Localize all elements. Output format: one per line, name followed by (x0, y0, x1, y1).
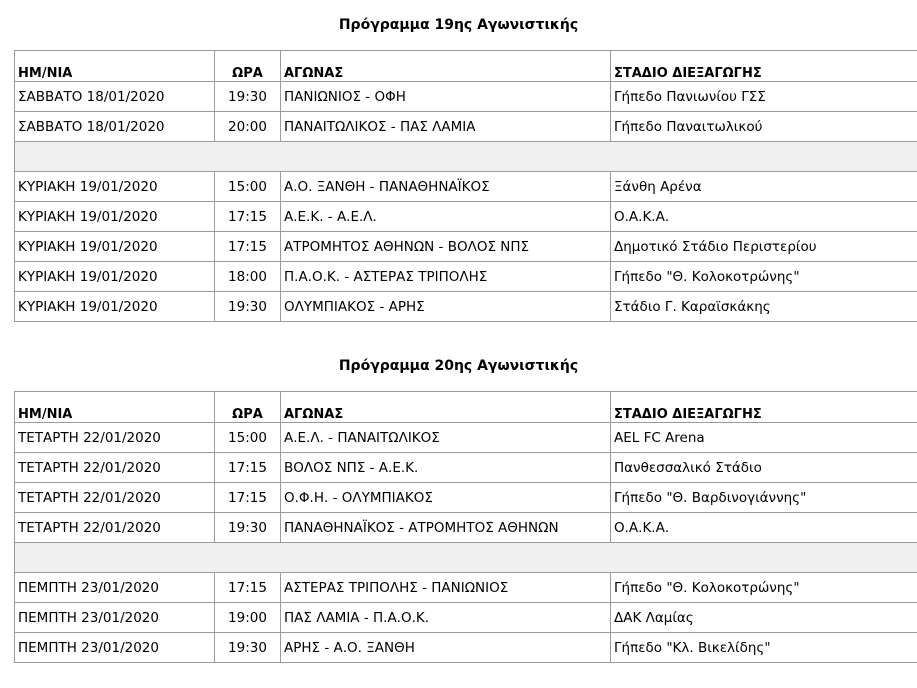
cell-time: 19:00 (215, 603, 281, 633)
cell-date: ΚΥΡΙΑΚΗ 19/01/2020 (15, 172, 215, 202)
cell-time: 17:15 (215, 202, 281, 232)
cell-time: 19:30 (215, 633, 281, 663)
cell-date: ΠΕΜΠΤΗ 23/01/2020 (15, 573, 215, 603)
cell-date: ΠΕΜΠΤΗ 23/01/2020 (15, 603, 215, 633)
round-19-table (14, 50, 917, 322)
table-row (15, 172, 917, 202)
cell-date: ΚΥΡΙΑΚΗ 19/01/2020 (15, 262, 215, 292)
cell-time: 15:00 (215, 423, 281, 453)
cell-match: Π.Α.Ο.Κ. - ΑΣΤΕΡΑΣ ΤΡΙΠΟΛΗΣ (281, 262, 611, 292)
cell-date: ΤΕΤΑΡΤΗ 22/01/2020 (15, 483, 215, 513)
header-date: ΗΜ/ΝΙΑ (15, 392, 215, 423)
cell-match: Α.Ε.Κ. - Α.Ε.Λ. (281, 202, 611, 232)
header-time: ΩΡΑ (215, 392, 281, 423)
cell-match: ΑΤΡΟΜΗΤΟΣ ΑΘΗΝΩΝ - ΒΟΛΟΣ ΝΠΣ (281, 232, 611, 262)
table-row (15, 112, 917, 142)
cell-time: 17:15 (215, 573, 281, 603)
round-20-title: Πρόγραμμα 20ης Αγωνιστικής (338, 358, 579, 374)
cell-stadium: Γήπεδο "Θ. Κολοκοτρώνης" (611, 262, 917, 292)
cell-match: ΠΑΣ ΛΑΜΙΑ - Π.Α.Ο.Κ. (281, 603, 611, 633)
cell-date: ΤΕΤΑΡΤΗ 22/01/2020 (15, 453, 215, 483)
cell-date: ΤΕΤΑΡΤΗ 22/01/2020 (15, 423, 215, 453)
cell-stadium: Γήπεδο Παναιτωλικού (611, 112, 917, 142)
table-row (15, 202, 917, 232)
cell-stadium: Ξάνθη Αρένα (611, 172, 917, 202)
cell-match: ΒΟΛΟΣ ΝΠΣ - Α.Ε.Κ. (281, 453, 611, 483)
spacer-cell (15, 543, 917, 573)
cell-stadium: Γήπεδο "Θ. Βαρδινογιάννης" (611, 483, 917, 513)
cell-stadium: AEL FC Arena (611, 423, 917, 453)
table-row (15, 453, 917, 483)
spacer-row (15, 142, 917, 172)
table-row (15, 292, 917, 322)
cell-match: ΠΑΝΑΙΤΩΛΙΚΟΣ - ΠΑΣ ΛΑΜΙΑ (281, 112, 611, 142)
cell-stadium: Πανθεσσαλικό Στάδιο (611, 453, 917, 483)
cell-time: 17:15 (215, 232, 281, 262)
table-header-row (15, 51, 917, 82)
table-row (15, 633, 917, 663)
header-stadium: ΣΤΑΔΙΟ ΔΙΕΞΑΓΩΓΗΣ (611, 51, 917, 82)
cell-match: Α.Ε.Λ. - ΠΑΝΑΙΤΩΛΙΚΟΣ (281, 423, 611, 453)
cell-time: 18:00 (215, 262, 281, 292)
table-row (15, 232, 917, 262)
cell-match: Α.Ο. ΞΑΝΘΗ - ΠΑΝΑΘΗΝΑΪΚΟΣ (281, 172, 611, 202)
table-row (15, 573, 917, 603)
cell-time: 20:00 (215, 112, 281, 142)
cell-match: ΟΛΥΜΠΙΑΚΟΣ - ΑΡΗΣ (281, 292, 611, 322)
cell-stadium: Γήπεδο "Κλ. Βικελίδης" (611, 633, 917, 663)
cell-stadium: Δημοτικό Στάδιο Περιστερίου (611, 232, 917, 262)
header-match: ΑΓΩΝΑΣ (281, 392, 611, 423)
cell-stadium: Γήπεδο Πανιωνίου ΓΣΣ (611, 82, 917, 112)
cell-match: Ο.Φ.Η. - ΟΛΥΜΠΙΑΚΟΣ (281, 483, 611, 513)
cell-date: ΚΥΡΙΑΚΗ 19/01/2020 (15, 202, 215, 232)
cell-stadium: Ο.Α.Κ.Α. (611, 202, 917, 232)
cell-date: ΚΥΡΙΑΚΗ 19/01/2020 (15, 232, 215, 262)
header-date: ΗΜ/ΝΙΑ (15, 51, 215, 82)
cell-date: ΠΕΜΠΤΗ 23/01/2020 (15, 633, 215, 663)
round-19-title: Πρόγραμμα 19ης Αγωνιστικής (338, 17, 579, 33)
table-row (15, 262, 917, 292)
cell-stadium: Στάδιο Γ. Καραϊσκάκης (611, 292, 917, 322)
spacer-cell (15, 142, 917, 172)
table-row (15, 513, 917, 543)
cell-time: 15:00 (215, 172, 281, 202)
header-time: ΩΡΑ (215, 51, 281, 82)
cell-time: 17:15 (215, 453, 281, 483)
cell-stadium: Γήπεδο "Θ. Κολοκοτρώνης" (611, 573, 917, 603)
cell-time: 17:15 (215, 483, 281, 513)
cell-stadium: Ο.Α.Κ.Α. (611, 513, 917, 543)
header-stadium: ΣΤΑΔΙΟ ΔΙΕΞΑΓΩΓΗΣ (611, 392, 917, 423)
cell-match: ΑΣΤΕΡΑΣ ΤΡΙΠΟΛΗΣ - ΠΑΝΙΩΝΙΟΣ (281, 573, 611, 603)
spacer-row (15, 543, 917, 573)
cell-stadium: ΔΑΚ Λαμίας (611, 603, 917, 633)
cell-time: 19:30 (215, 82, 281, 112)
header-match: ΑΓΩΝΑΣ (281, 51, 611, 82)
cell-time: 19:30 (215, 292, 281, 322)
cell-date: ΤΕΤΑΡΤΗ 22/01/2020 (15, 513, 215, 543)
cell-date: ΣΑΒΒΑΤΟ 18/01/2020 (15, 112, 215, 142)
table-row (15, 603, 917, 633)
cell-date: ΚΥΡΙΑΚΗ 19/01/2020 (15, 292, 215, 322)
cell-match: ΑΡΗΣ - Α.Ο. ΞΑΝΘΗ (281, 633, 611, 663)
cell-date: ΣΑΒΒΑΤΟ 18/01/2020 (15, 82, 215, 112)
cell-match: ΠΑΝΙΩΝΙΟΣ - ΟΦΗ (281, 82, 611, 112)
table-header-row (15, 392, 917, 423)
table-row (15, 483, 917, 513)
table-row (15, 82, 917, 112)
table-row (15, 423, 917, 453)
round-20-table (14, 391, 917, 663)
cell-match: ΠΑΝΑΘΗΝΑΪΚΟΣ - ΑΤΡΟΜΗΤΟΣ ΑΘΗΝΩΝ (281, 513, 611, 543)
cell-time: 19:30 (215, 513, 281, 543)
